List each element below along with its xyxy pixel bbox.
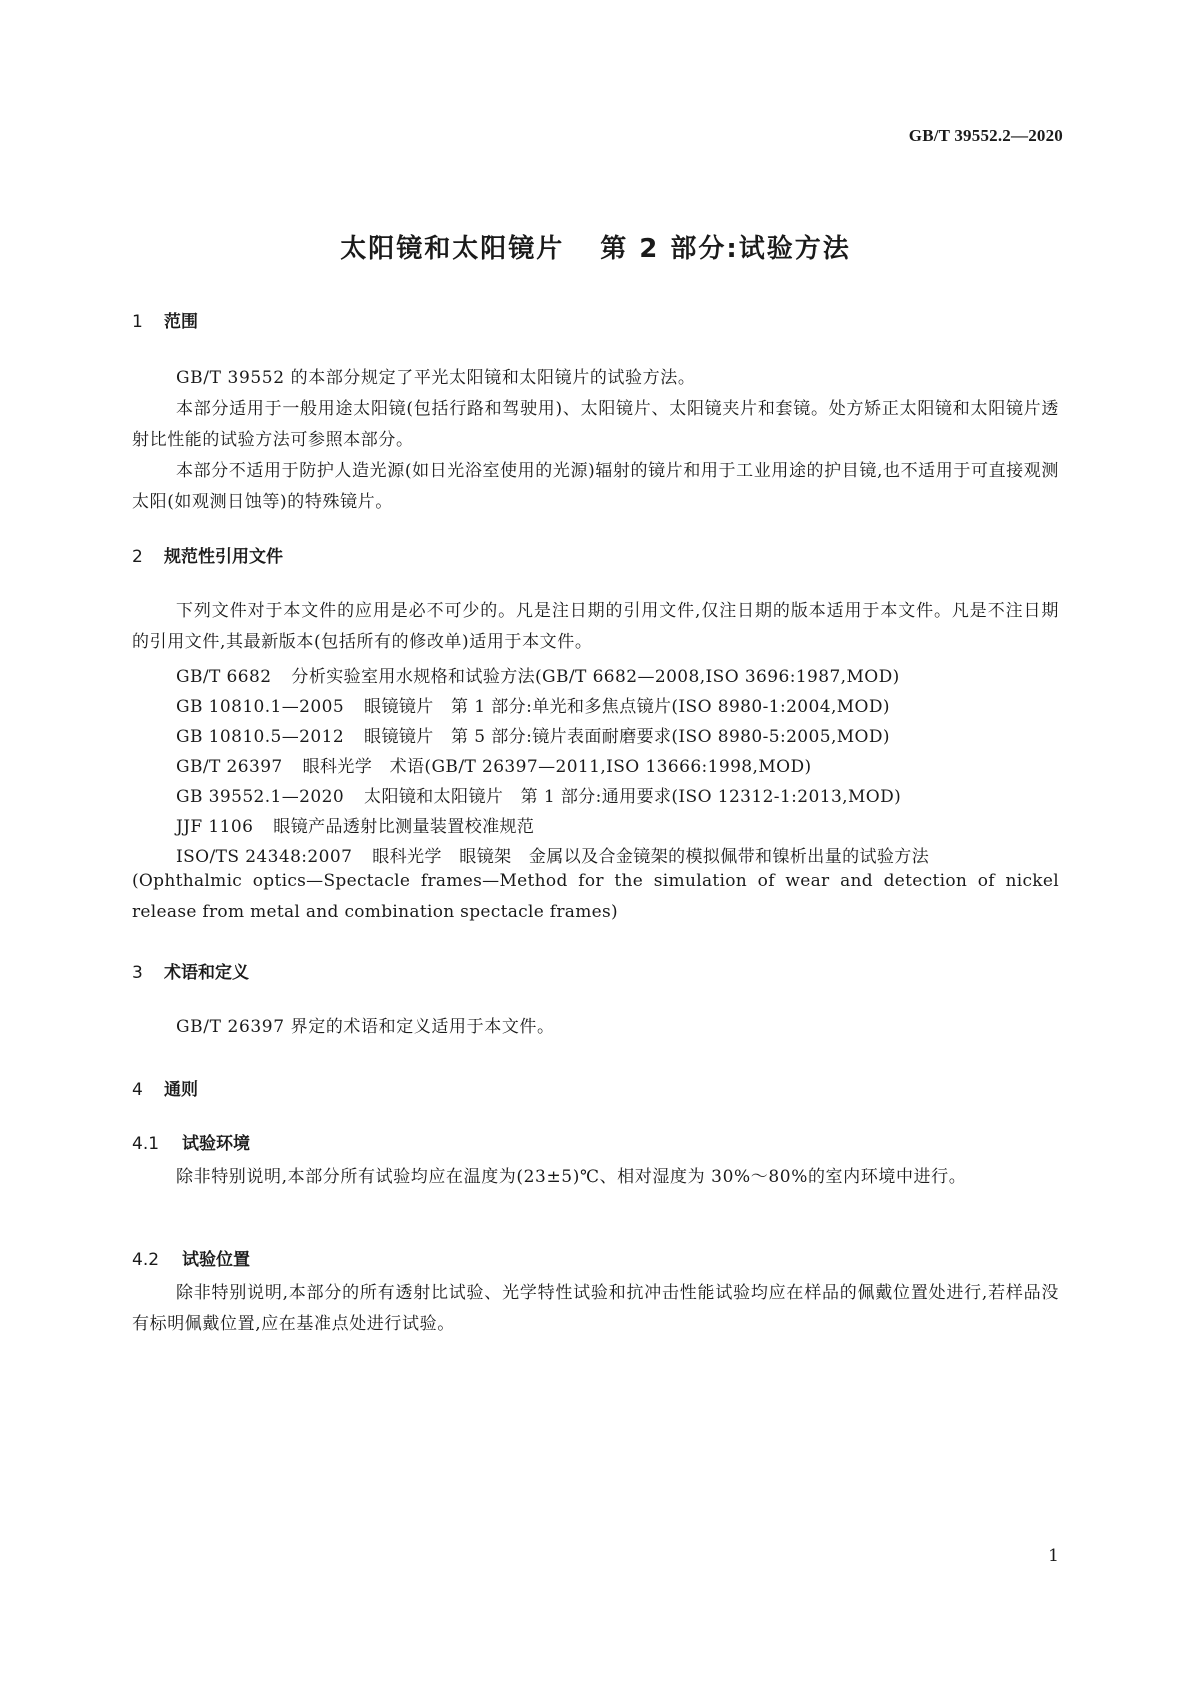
title-part-b: 第 2 部分:试验方法 <box>600 234 851 264</box>
section-4-2-heading <box>132 1245 250 1270</box>
section-1-title: 范围 <box>164 312 198 332</box>
section-4-heading <box>132 1075 198 1100</box>
reference-code: GB 10810.1—2005 <box>176 697 345 717</box>
section-2-intro: 下列文件对于本文件的应用是必不可少的。凡是注日期的引用文件,仅注日期的版本适用于本文件。凡是不注日期的引用文件,其最新版本(包括所有的修改单)适用于本文件。 <box>132 601 1059 652</box>
section-1-para-1: GB/T 39552 的本部分规定了平光太阳镜和太阳镜片的试验方法。 <box>176 368 696 388</box>
section-2-number: 2 <box>132 547 143 567</box>
reference-item <box>176 692 890 717</box>
reference-desc: 眼镜镜片 第 5 部分:镜片表面耐磨要求(ISO 8980-5:2005,MOD) <box>364 727 890 747</box>
section-4-1-number: 4.1 <box>132 1134 160 1154</box>
reference-item <box>176 752 812 777</box>
section-4-title: 通则 <box>164 1080 198 1100</box>
section-1-para-2: 本部分适用于一般用途太阳镜(包括行路和驾驶用)、太阳镜片、太阳镜夹片和套镜。处方矫正太阳镜和太阳镜片透射比性能的试验方法可参照本部分。 <box>132 399 1059 450</box>
reference-item <box>176 812 534 837</box>
section-2-title: 规范性引用文件 <box>164 547 283 567</box>
section-1-para-3: 本部分不适用于防护人造光源(如日光浴室使用的光源)辐射的镜片和用于工业用途的护目镜,也不适用于可直接观测太阳(如观测日蚀等)的特殊镜片。 <box>132 461 1059 512</box>
section-4-1-heading <box>132 1129 250 1154</box>
section-4-number: 4 <box>132 1080 143 1100</box>
reference-item <box>176 842 929 867</box>
section-1-number: 1 <box>132 312 143 332</box>
reference-code: ISO/TS 24348:2007 <box>176 847 353 867</box>
section-1-heading <box>132 307 198 332</box>
reference-item <box>176 782 901 807</box>
reference-desc: 眼镜镜片 第 1 部分:单光和多焦点镜片(ISO 8980-1:2004,MOD) <box>364 697 890 717</box>
reference-item <box>176 722 890 747</box>
section-3-number: 3 <box>132 963 143 983</box>
reference-desc: 眼镜产品透射比测量装置校准规范 <box>273 817 535 837</box>
section-3-para: GB/T 26397 界定的术语和定义适用于本文件。 <box>176 1017 555 1037</box>
standard-code: GB/T 39552.2—2020 <box>908 126 1063 145</box>
reference-desc: 太阳镜和太阳镜片 第 1 部分:通用要求(ISO 12312-1:2013,MOD) <box>364 787 902 807</box>
page-number: 1 <box>1048 1546 1059 1566</box>
reference-code: GB/T 6682 <box>176 667 272 687</box>
reference-code: GB 10810.5—2012 <box>176 727 345 747</box>
section-3-title: 术语和定义 <box>164 963 249 983</box>
reference-desc: 分析实验室用水规格和试验方法(GB/T 6682—2008,ISO 3696:1987,MOD) <box>291 667 900 687</box>
document-title <box>0 228 1191 265</box>
reference-desc: 眼科光学 术语(GB/T 26397—2011,ISO 13666:1998,MOD) <box>302 757 812 777</box>
reference-desc: 眼科光学 眼镜架 金属以及合金镜架的模拟佩带和镍析出量的试验方法 <box>372 847 930 867</box>
reference-code: JJF 1106 <box>176 817 254 837</box>
section-3-heading <box>132 958 249 983</box>
section-4-2-title: 试验位置 <box>182 1250 250 1270</box>
reference-item <box>176 662 900 687</box>
reference-code: GB/T 26397 <box>176 757 283 777</box>
title-part-a: 太阳镜和太阳镜片 <box>340 234 565 264</box>
section-4-1-title: 试验环境 <box>182 1134 250 1154</box>
section-4-2-number: 4.2 <box>132 1250 160 1270</box>
section-2-heading <box>132 542 283 567</box>
section-4-1-para: 除非特别说明,本部分所有试验均应在温度为(23±5)℃、相对湿度为 30%～80%的室内环境中进行。 <box>176 1167 967 1187</box>
reference-code: GB 39552.1—2020 <box>176 787 345 807</box>
reference-english-title: (Ophthalmic optics—Spectacle frames—Method for the simulation of wear and detection of nickel release from metal and combination spectacle frames) <box>132 871 1059 922</box>
section-4-2-para: 除非特别说明,本部分的所有透射比试验、光学特性试验和抗冲击性能试验均应在样品的佩戴位置处进行,若样品没有标明佩戴位置,应在基准点处进行试验。 <box>132 1283 1059 1334</box>
